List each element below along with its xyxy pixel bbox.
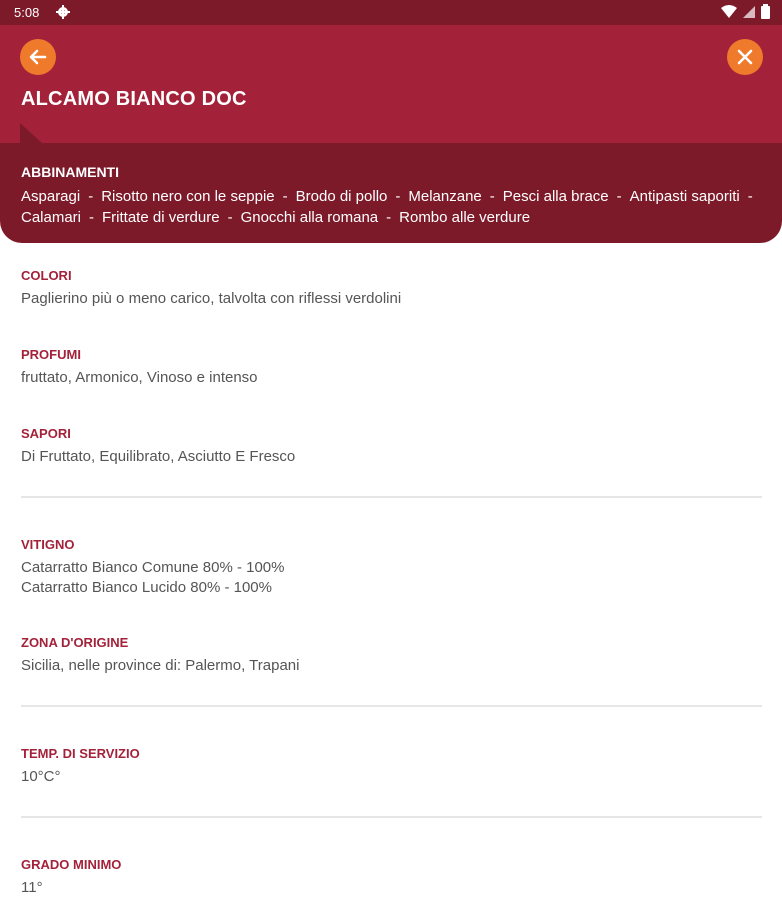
grape-line: Catarratto Bianco Lucido 80% - 100%: [21, 579, 272, 596]
section-zona: [21, 635, 761, 676]
signal-icon: [743, 5, 755, 19]
pairing-item: Risotto nero con le seppie: [101, 188, 275, 205]
section-temp: [21, 746, 761, 787]
battery-icon: [761, 4, 770, 19]
section-sapori: [21, 426, 761, 467]
section-label: COLORI: [21, 268, 72, 283]
section-value: 10°C°: [21, 768, 61, 785]
pairings-panel: [0, 143, 782, 243]
close-icon: [736, 48, 754, 66]
page-title: ALCAMO BIANCO DOC: [21, 88, 247, 110]
divider: [21, 816, 762, 818]
pairing-item: Antipasti saporiti: [629, 188, 740, 205]
section-grado: [21, 857, 761, 898]
pairing-item: Brodo di pollo: [295, 188, 388, 205]
status-icons: [721, 4, 770, 19]
app-header: [0, 25, 782, 143]
pairing-item: Frittate di verdure: [102, 209, 220, 226]
section-label: GRADO MINIMO: [21, 857, 122, 872]
arrow-left-icon: [28, 47, 48, 67]
section-value: Sicilia, nelle province di: Palermo, Trapani: [21, 657, 300, 674]
section-colori: [21, 268, 761, 309]
status-bar: [0, 0, 782, 25]
pairings-list: Asparagi - Risotto nero con le seppie - Brodo di pollo - Melanzane - Pesci alla brace - Antipasti saporiti -Calamari - Frittate di verdure - Gnocchi alla romana - Rombo alle verdure: [21, 188, 753, 226]
back-button[interactable]: [20, 39, 56, 75]
divider: [21, 705, 762, 707]
section-label: SAPORI: [21, 426, 71, 441]
section-label: ZONA D'ORIGINE: [21, 635, 129, 650]
section-value: 11°: [21, 879, 43, 896]
divider: [21, 496, 762, 498]
pairing-item: Melanzane: [408, 188, 482, 205]
status-time: 5:08: [14, 5, 40, 20]
pairing-item: Calamari: [21, 209, 82, 226]
section-vitigno: [21, 537, 761, 598]
close-button[interactable]: [727, 39, 763, 75]
wifi-icon: [721, 5, 737, 19]
pairings-label: ABBINAMENTI: [21, 164, 119, 180]
pairing-item: Asparagi: [21, 188, 81, 205]
section-value: Di Fruttato, Equilibrato, Asciutto E Fresco: [21, 448, 296, 465]
pairing-item: Rombo alle verdure: [399, 209, 531, 226]
section-value: Paglierino più o meno carico, talvolta con riflessi verdolini: [21, 290, 402, 307]
grape-line: Catarratto Bianco Comune 80% - 100%: [21, 559, 285, 576]
header-notch: [20, 123, 42, 143]
section-label: TEMP. DI SERVIZIO: [21, 746, 140, 761]
section-value: fruttato, Armonico, Vinoso e intenso: [21, 369, 258, 386]
section-value: [21, 558, 761, 598]
pairing-item: Gnocchi alla romana: [240, 209, 379, 226]
section-label: PROFUMI: [21, 347, 81, 362]
section-label: VITIGNO: [21, 537, 75, 552]
pairing-item: Pesci alla brace: [502, 188, 609, 205]
section-profumi: [21, 347, 761, 388]
settings-gear-icon: [55, 4, 71, 20]
